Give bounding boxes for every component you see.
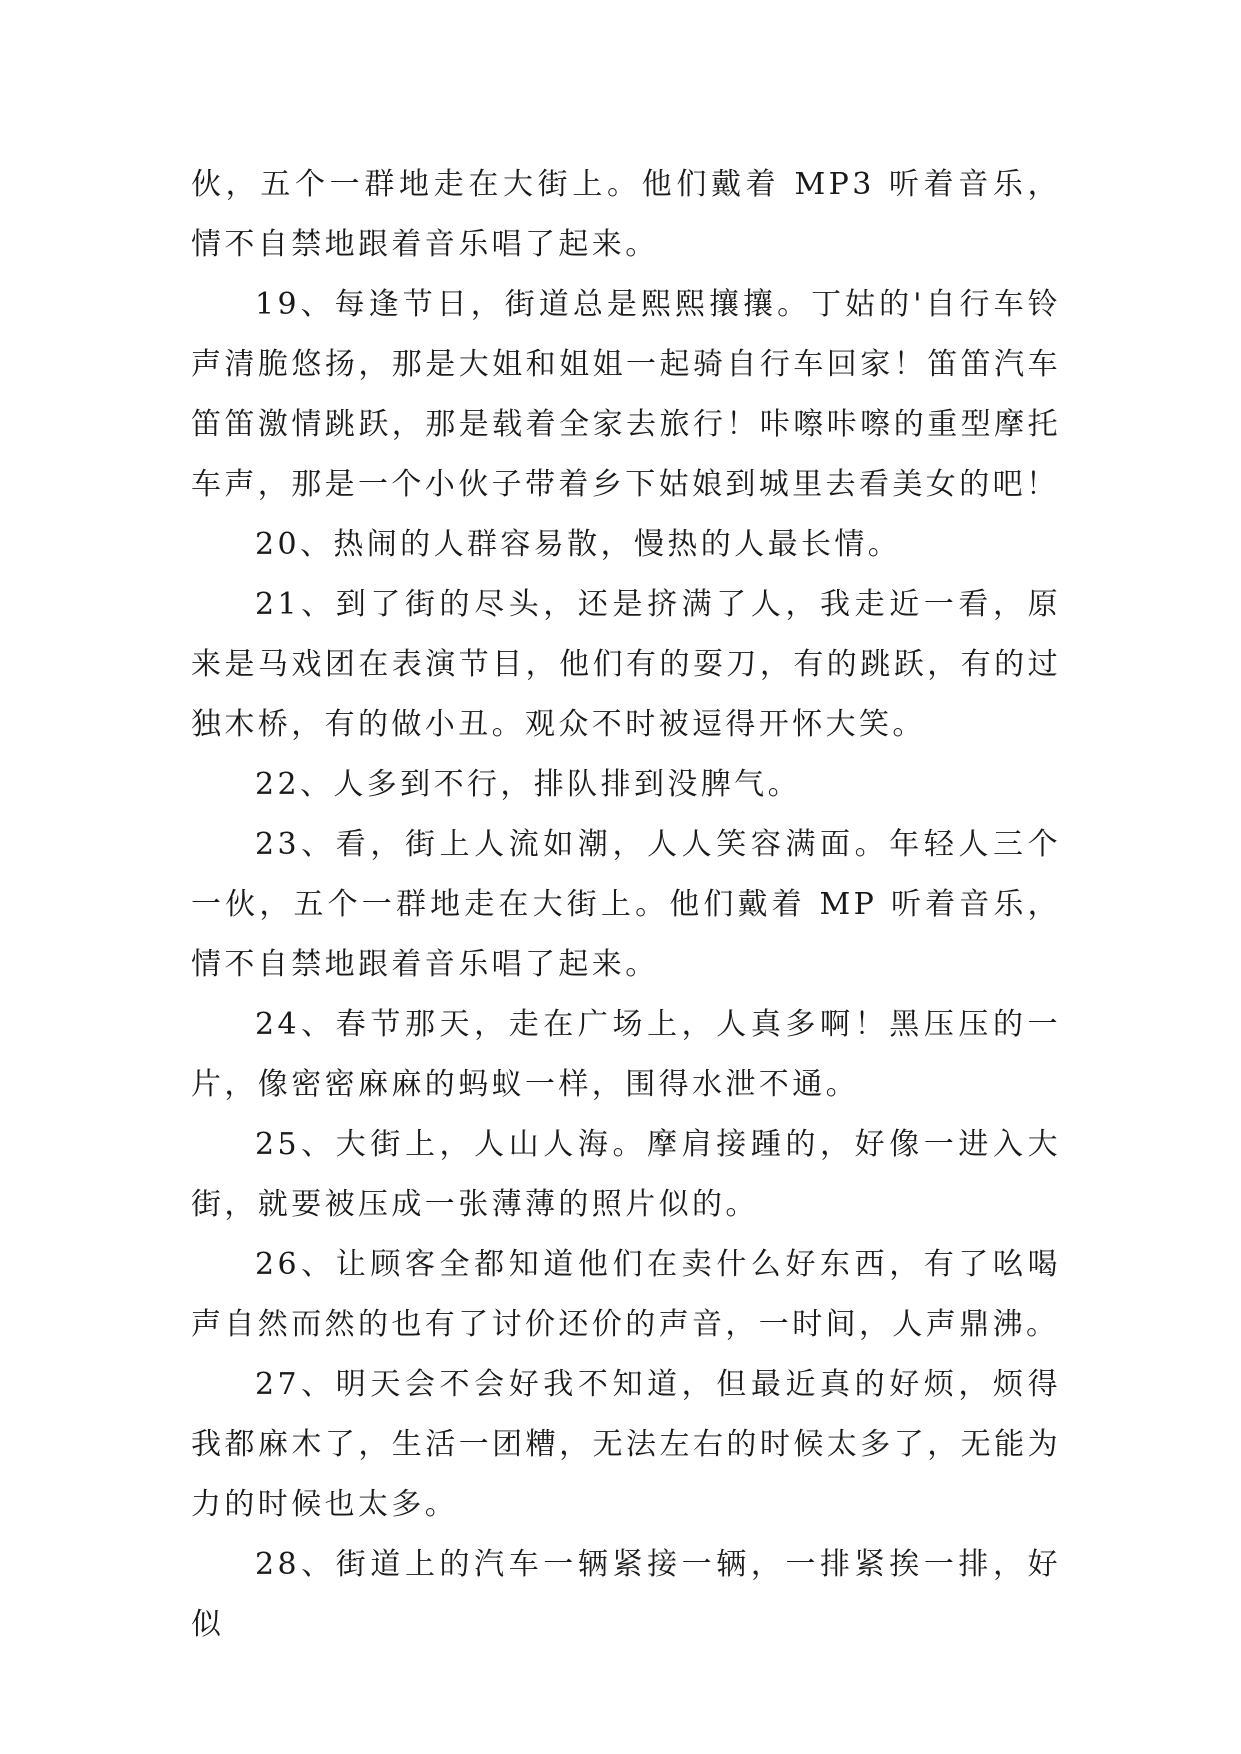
paragraph-24: 24、春节那天，走在广场上，人真多啊！黑压压的一片，像密密麻麻的蚂蚁一样，围得水泄不通。 <box>191 1007 1061 1102</box>
paragraph-23: 23、看，街上人流如潮，人人笑容满面。年轻人三个一伙，五个一群地走在大街上。他们戴着 MP 听着音乐，情不自禁地跟着音乐唱了起来。 <box>191 827 1061 982</box>
paragraph-25: 25、大街上，人山人海。摩肩接踵的，好像一进入大街，就要被压成一张薄薄的照片似的。 <box>191 1127 1061 1222</box>
paragraph-26: 26、让顾客全都知道他们在卖什么好东西，有了吆喝声自然而然的也有了讨价还价的声音，一时间，人声鼎沸。 <box>191 1247 1061 1342</box>
paragraph-19: 19、每逢节日，街道总是熙熙攘攘。丁姑的'自行车铃声清脆悠扬，那是大姐和姐姐一起骑自行车回家！笛笛汽车笛笛激情跳跃，那是载着全家去旅行！咔嚓咔嚓的重型摩托车声，那是一个小伙子带着乡下姑娘到城里去看美女的吧！ <box>191 287 1061 502</box>
paragraph-21: 21、到了街的尽头，还是挤满了人，我走近一看，原来是马戏团在表演节目，他们有的耍刀，有的跳跃，有的过独木桥，有的做小丑。观众不时被逗得开怀大笑。 <box>191 587 1061 742</box>
paragraph-1: 伙，五个一群地走在大街上。他们戴着 MP3 听着音乐，情不自禁地跟着音乐唱了起来。 <box>191 167 1061 262</box>
paragraph-28: 28、街道上的汽车一辆紧接一辆，一排紧挨一排，好似 <box>191 1547 1061 1642</box>
paragraph-27: 27、明天会不会好我不知道，但最近真的好烦，烦得我都麻木了，生活一团糟，无法左右的时候太多了，无能为力的时候也太多。 <box>191 1367 1061 1522</box>
paragraph-20: 20、热闹的人群容易散，慢热的人最长情。 <box>255 527 902 562</box>
document-body <box>191 155 1061 1655</box>
paragraph-22: 22、人多到不行，排队排到没脾气。 <box>255 767 801 802</box>
